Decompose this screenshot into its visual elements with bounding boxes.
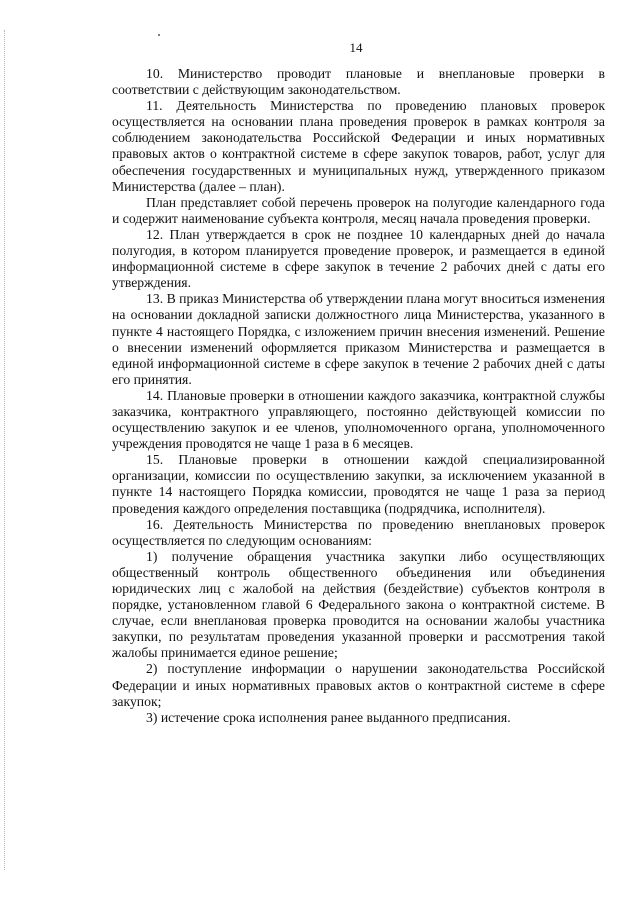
paragraph-plan-description: План представляет собой перечень проверок на полугодие календарного года и содержит наименование субъекта контроля, месяц начала проведения проверки. [112,194,605,226]
list-item-2: 2) поступление информации о нарушении законодательства Российской Федерации и иных нормативных правовых актов о контрактной системе в сфере закупок; [112,661,605,709]
paragraph-12: 12. План утверждается в срок не позднее 10 календарных дней до начала полугодия, в котором планируется проведение проверок, и размещается в единой информационной системе в сфере закупок в течение 2 рабочих дней с даты его утверждения. [112,226,605,291]
paragraph-16: 16. Деятельность Министерства по проведению внеплановых проверок осуществляется по следующим основаниям: [112,516,605,548]
list-item-3: 3) истечение срока исполнения ранее выданного предписания. [146,709,511,725]
paragraph-15: 15. Плановые проверки в отношении каждой специализированной организации, комиссии по осуществлению закупки, за исключением указанной в пункте 14 настоящего Порядка комиссии, проводятся не чаще 1 раза за период проведения каждого определения поставщика (подрядчика, исполнителя). [112,452,605,516]
scan-margin-artifact [4,30,7,870]
paragraph-11: 11. Деятельность Министерства по проведению плановых проверок осуществляется на основании плана проведения проверок в рамках контроля за соблюдением законодательства Российской Федерации и иных нормативных правовых актов о контрактной системе в сфере закупок товаров, работ, услуг для обеспечения государственных и муниципальных нужд, утвержденного приказом Министерства (далее – план). [112,98,605,194]
page-number: 14 [349,40,363,55]
list-item-1: 1) получение обращения участника закупки либо осуществляющих общественный контроль общественного объединения или объединения юридических лиц с жалобой на действия (бездействие) субъектов контроля в порядке, установленном главой 6 Федерального закона о контрактной системе. В случае, если внеплановая проверка проводится на основании жалобы участника закупки, по результатам проведения указанной проверки и рассмотрения такой жалобы принимается единое решение; [112,548,605,661]
scan-speck [158,34,160,36]
paragraph-10: 10. Министерство проводит плановые и внеплановые проверки в соответствии с действующим законодательством. [112,66,605,98]
body-text [112,66,605,726]
paragraph-14: 14. Плановые проверки в отношении каждого заказчика, контрактной службы заказчика, контрактного управляющего, постоянно действующей комиссии по осуществлению закупок и ее членов, уполномоченного органа, уполномоченного учреждения проводятся не чаще 1 раза в 6 месяцев. [112,387,605,452]
paragraph-13: 13. В приказ Министерства об утверждении плана могут вноситься изменения на основании докладной записки должностного лица Министерства, указанного в пункте 4 настоящего Порядка, с изложением причин внесения изменений. Решение о внесении изменений оформляется приказом Министерства и размещается в единой информационной системе в сфере закупок в течение 2 рабочих дней с даты его принятия. [112,291,605,387]
